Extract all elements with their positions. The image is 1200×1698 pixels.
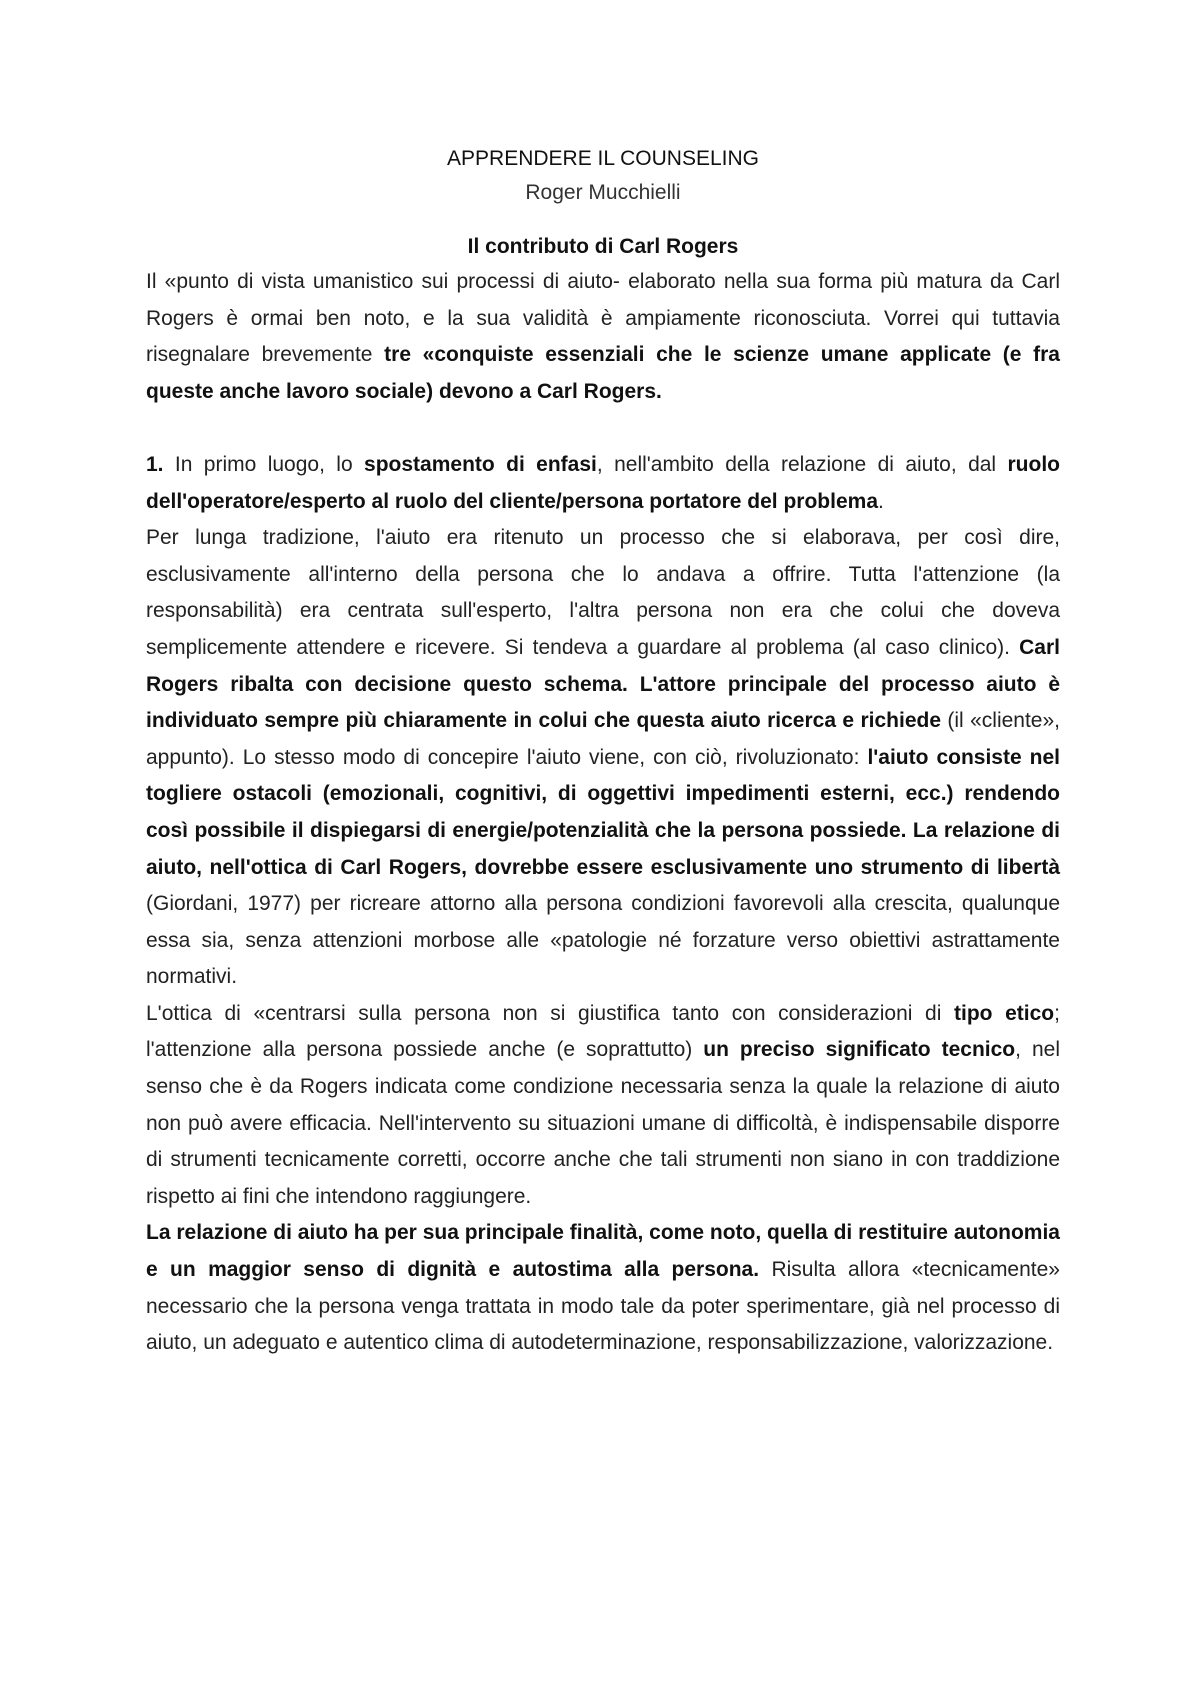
document-author: Roger Mucchielli <box>525 181 681 204</box>
bold-text: tre «conquiste essenziali che le scienze umane applicate (e fra queste anche lavoro sociale) devono a Carl Rogers. <box>146 343 1060 403</box>
body-text: , nel senso che è da Rogers indicata come condizione necessaria senza la quale la relazione di aiuto non può avere efficacia. Nell'intervento su situazioni umane di difficoltà, è indispensabile disporre di strumenti tecnicamente corretti, occorre anche che tali strumenti non siano in con traddizione rispetto ai fini che intendono raggiungere. <box>146 1038 1060 1208</box>
body-text: Il «punto di vista umanistico sui processi di aiuto- elaborato nella sua forma più matura da Carl Rogers è ormai ben noto, e la sua validità è ampiamente riconosciuta. Vorrei qui tuttavia risegnalare brevemente <box>146 270 1060 367</box>
document-body <box>146 142 1060 1362</box>
document-title: APPRENDERE IL COUNSELING <box>447 147 759 170</box>
paragraph-ottica <box>146 996 1060 1216</box>
bold-text: Carl Rogers ribalta con decisione questo schema. L'attore principale del processo aiuto è individuato sempre più chiaramente in colui che questa aiuto ricerca e richiede <box>146 635 1060 733</box>
body-text: Risulta allora «tecnicamente» necessario che la persona venga trattata in modo tale da poter sperimentare, già nel processo di aiuto, un adeguato e autentico clima di autodeterminazione, responsabilizzazione, valorizzazione. <box>146 1258 1060 1355</box>
paragraph-spacer <box>146 410 1060 447</box>
body-text: In primo luogo, lo <box>163 452 365 476</box>
bold-text: spostamento di enfasi <box>364 452 597 476</box>
paragraph-point1 <box>146 447 1060 520</box>
bold-text: La relazione di aiuto ha per sua principale finalità, come noto, quella di restituire autonomia e un maggior senso di dignità e autostima alla persona. <box>146 1221 1060 1282</box>
body-text: , nell'ambito della relazione di aiuto, dal <box>596 452 1008 476</box>
paragraph-tradition <box>146 520 1060 996</box>
bold-text: ruolo dell'operatore/esperto al ruolo del cliente/persona portatore del problema <box>146 452 1060 513</box>
bold-text: tipo etico <box>954 1001 1055 1025</box>
body-text: (il «cliente», appunto). Lo stesso modo di concepire l'aiuto viene, con ciò, rivoluzionato: <box>146 709 1060 769</box>
paragraph-intro <box>146 264 1060 410</box>
body-text: L'ottica di «centrarsi sulla persona non si giustifica tanto con considerazioni di <box>146 1001 955 1025</box>
body-text: Per lunga tradizione, l'aiuto era ritenuto un processo che si elaborava, per così dire, esclusivamente all'interno della persona che lo andava a offrire. Tutta l'attenzione (la responsabilità) era centrata sull'esperto, l'altra persona non era che colui che doveva semplicemente attendere e ricevere. Si tendeva a guardare al problema (al caso clinico). <box>146 526 1060 659</box>
bold-text: l'aiuto consiste nel togliere ostacoli (emozionali, cognitivi, di oggettivi impedimenti esterni, ecc.) rendendo così possibile il dispiegarsi di energie/potenzialità che la persona possiede. La relazione di aiuto, nell'ottica di Carl Rogers, dovrebbe essere esclusivamente uno strumento di libertà <box>146 745 1061 879</box>
body-text: ; l'attenzione alla persona possiede anche (e soprattutto) <box>146 1001 1060 1062</box>
paragraph-list <box>146 264 1060 1362</box>
body-text: . <box>878 489 884 513</box>
body-text: (Giordani, 1977) per ricreare attorno alla persona condizioni favorevoli alla crescita, qualunque essa sia, senza attenzioni morbose alle «patologie né forzature verso obiettivi astrattamente normativi. <box>146 892 1060 989</box>
bold-text: 1. <box>146 452 164 476</box>
bold-text: un preciso significato tecnico <box>703 1038 1016 1062</box>
section-heading: Il contributo di Carl Rogers <box>467 235 739 258</box>
paragraph-finalita <box>146 1215 1060 1361</box>
